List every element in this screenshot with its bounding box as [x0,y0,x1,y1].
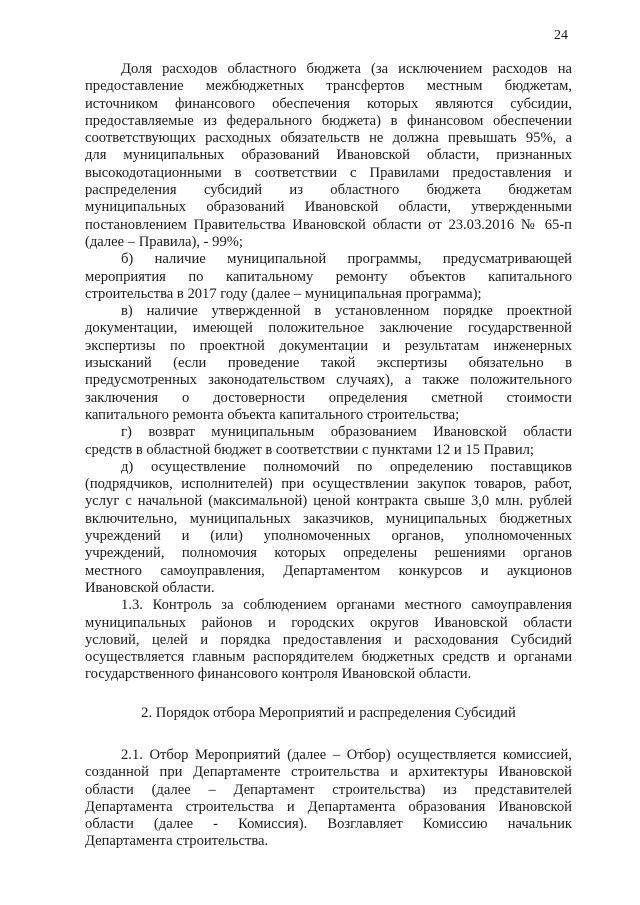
text-line: области (далее - Комиссия). Возглавляет Комиссию начальник [85,816,572,833]
text-line: условий, целей и порядка предоставления и расходования Субсидий [85,631,572,648]
text-line: осуществляется главным распорядителем бюджетных средств и органами [85,649,572,666]
text-line: созданной при Департаменте строительства и архитектуры Ивановской [85,764,572,781]
text-line: учреждений и (или) уполномоченных органов, уполномоченных [85,528,572,545]
paragraph-item-v [85,303,572,424]
text-line: изысканий (если проведение такой экспертизы обязательно в [85,355,572,372]
paragraph-budget-share [85,61,572,251]
text-line: Доля расходов областного бюджета (за исключением расходов на [121,61,572,77]
text-line: Департамента строительства. [85,833,269,850]
page-number: 24 [554,28,568,43]
text-line: заключения о достоверности определения сметной стоимости [85,389,572,406]
text-line: местного самоуправления, Департаментом конкурсов и аукционов [85,562,572,579]
text-line: Департамента строительства и Департамента образования Ивановской [85,798,572,815]
text-line: государственного финансового контроля Ивановской области. [85,666,472,683]
text-line: мероприятия по капитальному ремонту объектов капитального [85,268,572,285]
paragraph-item-g [85,424,572,459]
text-line: г) возврат муниципальным образованием Ивановской области [121,424,572,441]
text-line: включительно, муниципальных заказчиков, муниципальных бюджетных [85,510,572,527]
text-line: средств в областной бюджет в соответствии с пунктами 12 и 15 Правил; [85,441,534,458]
text-line: распределения субсидий из областного бюджета бюджетам [85,182,572,199]
paragraph-item-d [85,459,572,597]
text-line: Ивановской области. [85,579,215,596]
text-line: постановлением Правительства Ивановской области от 23.03.2016 № 65-п [85,216,572,233]
text-line: муниципальных районов и городских округов Ивановской области [85,614,572,631]
text-line: в) наличие утвержденной в установленном порядке проектной [121,303,572,320]
text-line: 2.1. Отбор Мероприятий (далее – Отбор) осуществляется комиссией, [121,746,572,763]
paragraph-control [85,597,572,683]
text-line: документации, имеющей положительное заключение государственной [85,320,572,337]
text-line: муниципальных образований Ивановской области, утвержденными [85,199,572,216]
text-line: б) наличие муниципальной программы, предусматривающей [121,251,572,268]
text-line: д) осуществление полномочий по определению поставщиков [121,458,572,475]
text-line: источником финансового обеспечения которых являются субсидии, [85,95,572,112]
text-line: области (далее – Департамент строительства) из представителей [85,781,572,798]
text-line: предоставляемые из федерального бюджета) в финансовом обеспечении [85,112,572,129]
text-line: экспертизы по проектной документации и результатам инженерных [85,337,572,354]
paragraph-item-b [85,251,572,303]
text-line: высокодотационными в соответствии с Правилами предоставления и [85,164,572,181]
text-line: учреждений, полномочия которых определены решениями органов [85,545,572,562]
text-line: услуг с начальной (максимальной) ценой контракта свыше 3,0 млн. рублей [85,493,572,510]
text-line: соответствующих расходных обязательств не должна превышать 95%, а [85,130,572,147]
text-line: для муниципальных образований Ивановской области, признанных [85,147,572,164]
document-body [85,61,572,851]
text-line: 1.3. Контроль за соблюдением органами местного самоуправления [121,597,572,614]
text-line: предусмотренных законодательством случаях), а также положительного [85,372,572,389]
text-line: предоставление межбюджетных трансфертов местным бюджетам, [85,78,572,95]
text-line: строительства в 2017 году (далее – муниципальная программа); [85,285,482,302]
text-line: капитального ремонта объекта капитального строительства; [85,406,460,423]
paragraph-selection [85,747,572,851]
text-line: (далее – Правила), - 99%; [85,233,243,250]
section-heading: 2. Порядок отбора Мероприятий и распределения Субсидий [141,704,516,721]
text-line: (подрядчиков, исполнителей) при осуществлении закупок товаров, работ, [85,476,572,493]
